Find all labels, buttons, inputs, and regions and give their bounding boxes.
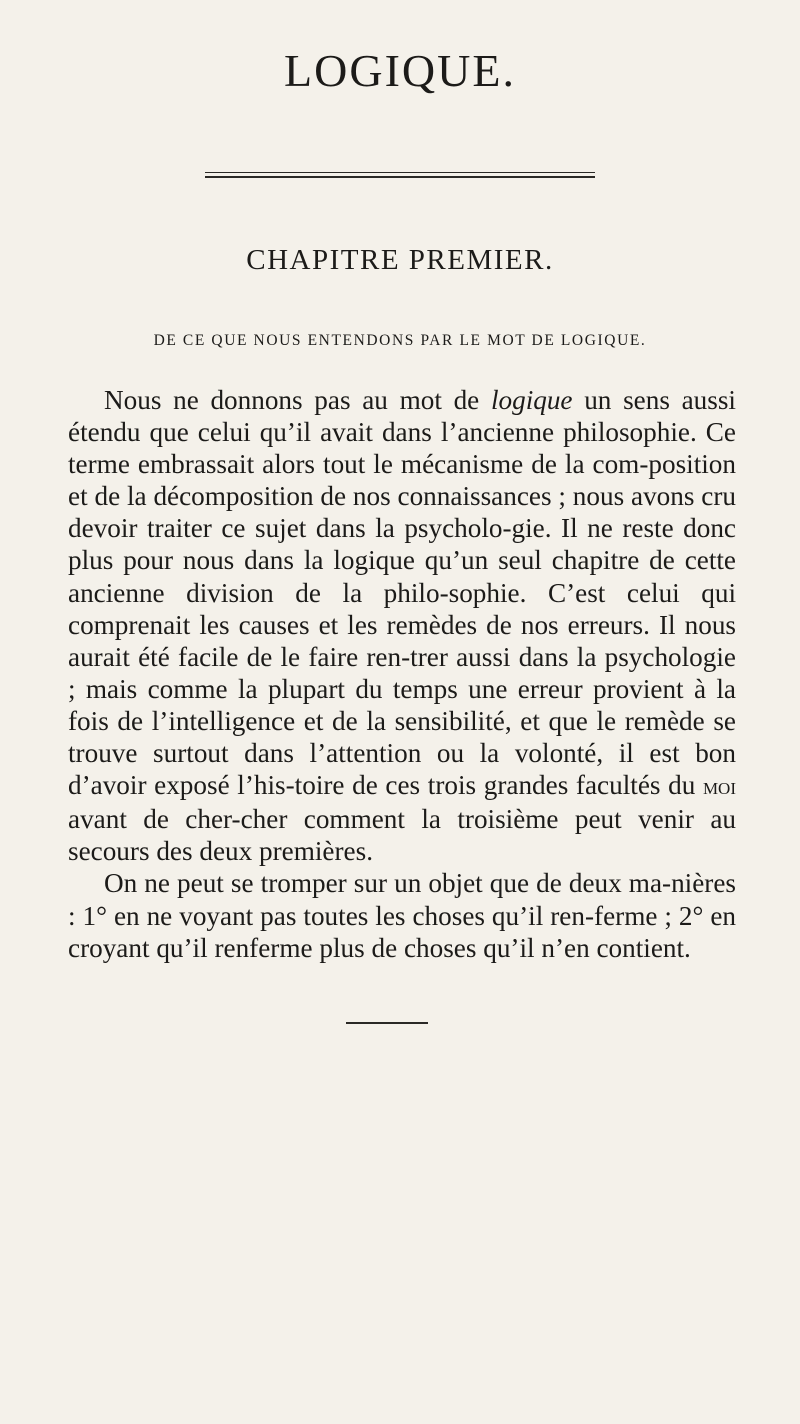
- page-title: LOGIQUE.: [284, 45, 516, 96]
- chapter-heading: CHAPITRE PREMIER.: [246, 244, 554, 276]
- paragraph-1-italic-term: logique: [490, 385, 573, 415]
- paragraph-1-part-2: un sens aussi étendu que celui qu’il avait dans l’ancienne philosophie. Ce terme embrassait alors tout le mécanisme de la com-position et de la décomposition de nos connaissances ; nous avons cru devoir traiter ce sujet dans la psycholo-gie. Il ne reste donc plus pour nous dans la logique qu’un seul chapitre de cette ancienne division de la philo-sophie. C’est celui qui comprenait les causes et les remèdes de nos erreurs. Il nous aurait été facile de le faire ren-trer aussi dans la psychologie ; mais comme la plupart du temps une erreur provient à la fois de l’intelligence et de la sensibilité, et que le remède se trouve surtout dans l’attention ou la volonté, il est bon d’avoir exposé l’his-toire de ces trois grandes facultés du: [68, 385, 736, 801]
- paragraph-1-part-1: Nous ne donnons pas au mot de: [104, 385, 491, 415]
- body-text: [68, 384, 736, 964]
- title-rule-thin: [205, 172, 595, 173]
- end-ornament-rule: [346, 1022, 428, 1024]
- paragraph-1-part-3: avant de cher-cher comment la troisième peut venir au secours des deux premières.: [68, 804, 736, 867]
- title-rule-thick: [205, 176, 595, 178]
- paragraph-1-small-caps-term: moi: [702, 774, 736, 801]
- paragraph-2: On ne peut se tromper sur un objet que de deux ma-nières : 1° en ne voyant pas toutes les choses qu’il ren-ferme ; 2° en croyant qu’il renferme plus de choses qu’il n’en contient.: [68, 868, 736, 963]
- chapter-subtitle: DE CE QUE NOUS ENTENDONS PAR LE MOT DE LOGIQUE.: [153, 332, 647, 349]
- paragraph-1: [68, 384, 736, 867]
